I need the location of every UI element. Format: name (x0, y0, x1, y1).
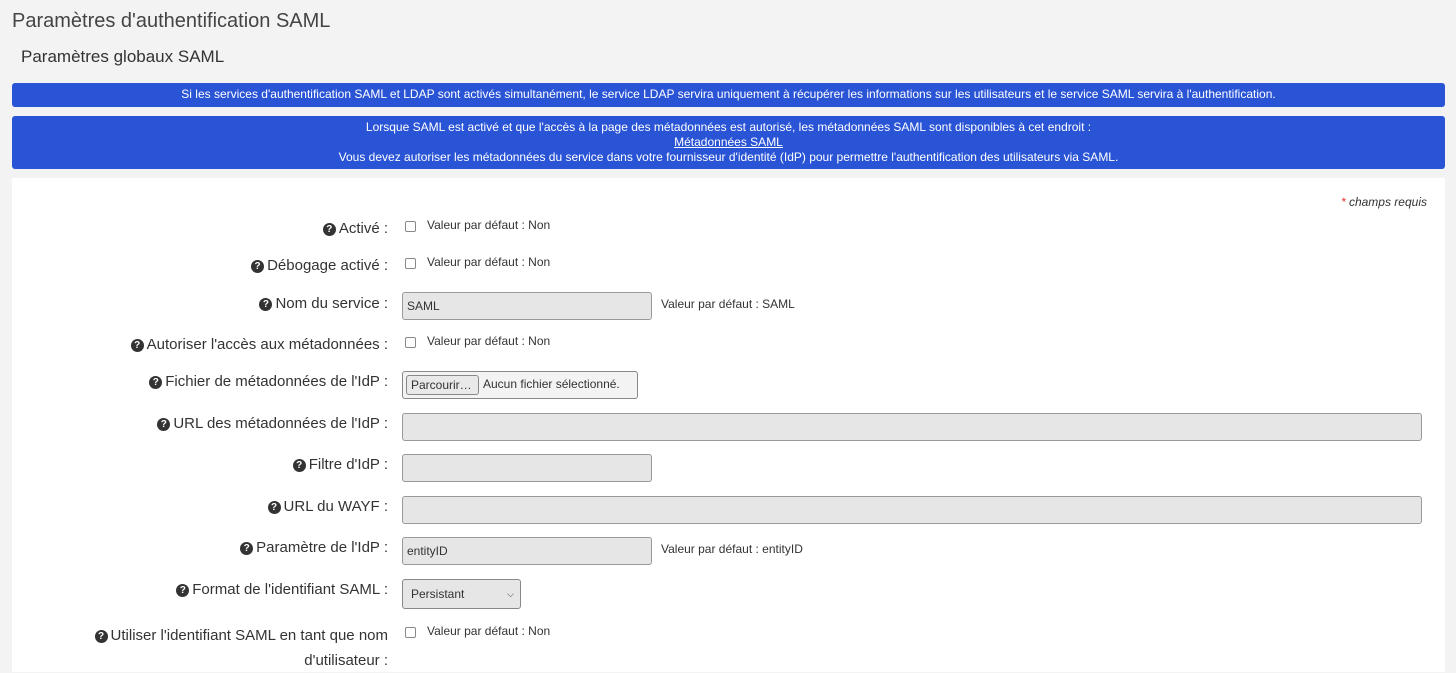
info-banner-ldap (12, 83, 1445, 107)
label-enabled-text: Activé : (338, 220, 388, 237)
label-idp-metadata-file-text: Fichier de métadonnées de l'IdP : (165, 373, 388, 390)
label-idp-filter-text: Filtre d'IdP : (308, 456, 388, 473)
label-idp-metadata-file (149, 373, 388, 390)
idp-param-default: Valeur par défaut : entityID (661, 542, 803, 556)
page-title: Paramètres d'authentification SAML (12, 10, 331, 32)
help-icon[interactable]: ? (176, 584, 189, 597)
enabled-default: Valeur par défaut : Non (427, 218, 551, 232)
label-idp-metadata-url-text: URL des métadonnées de l'IdP : (173, 415, 388, 432)
label-nameid-format-text: Format de l'identifiant SAML : (192, 581, 388, 598)
enabled-checkbox[interactable] (405, 221, 416, 232)
use-nameid-default: Valeur par défaut : Non (427, 624, 551, 638)
info-banner-metadata-line1: Lorsque SAML est activé et que l'accès à la page des métadonnées est autorisé, les métadonnées SAML sont disponibles à cet endroit : (365, 120, 1092, 134)
help-icon[interactable]: ? (268, 501, 281, 514)
label-use-nameid-text: Utiliser l'identifiant SAML en tant que nom d'utilisateur : (110, 627, 388, 669)
help-icon[interactable]: ? (131, 339, 144, 352)
idp-param-input[interactable]: entityID (402, 537, 652, 565)
service-name-default: Valeur par défaut : SAML (661, 297, 795, 311)
label-debug-text: Débogage activé : (267, 257, 388, 274)
label-idp-metadata-url (157, 415, 388, 432)
label-enabled (323, 220, 388, 237)
debug-checkbox[interactable] (405, 258, 416, 269)
metadata-access-checkbox[interactable] (405, 337, 416, 348)
debug-default: Valeur par défaut : Non (427, 255, 551, 269)
label-service-name (259, 295, 388, 312)
help-icon[interactable]: ? (259, 298, 272, 311)
help-icon[interactable]: ? (293, 459, 306, 472)
saml-metadata-link[interactable]: Métadonnées SAML (674, 135, 783, 149)
service-name-input[interactable]: SAML (402, 292, 652, 320)
label-metadata-access-text: Autoriser l'accès aux métadonnées : (146, 336, 388, 353)
label-idp-param (240, 539, 388, 556)
label-idp-param-text: Paramètre de l'IdP : (256, 539, 388, 556)
use-nameid-checkbox[interactable] (405, 627, 416, 638)
help-icon[interactable]: ? (323, 223, 336, 236)
wayf-url-input[interactable] (402, 496, 1422, 524)
help-icon[interactable]: ? (149, 376, 162, 389)
browse-button[interactable]: Parcourir… (406, 375, 479, 395)
required-star: * (1340, 195, 1346, 209)
nameid-format-select[interactable] (402, 579, 521, 609)
metadata-access-default: Valeur par défaut : Non (427, 334, 551, 348)
label-debug (251, 257, 388, 274)
file-status: Aucun fichier sélectionné. (483, 377, 620, 391)
info-banner-metadata-line2: Vous devez autoriser les métadonnées du service dans votre fournisseur d'identité (IdP) pour permettre l'authentification des utilisateurs via SAML. (338, 150, 1119, 164)
section-title: Paramètres globaux SAML (21, 47, 225, 66)
label-idp-filter (293, 456, 388, 473)
info-banner-ldap-text: Si les services d'authentification SAML et LDAP sont activés simultanément, le service LDAP servira uniquement à récupérer les informations sur les utilisateurs et le service SAML servira à l'authentification. (181, 87, 1276, 101)
idp-filter-input[interactable] (402, 454, 652, 482)
help-icon[interactable]: ? (157, 418, 170, 431)
help-icon[interactable]: ? (251, 260, 264, 273)
required-note-text: champs requis (1348, 195, 1427, 209)
help-icon[interactable]: ? (240, 542, 253, 555)
nameid-format-selected: Persistant (411, 587, 465, 601)
label-service-name-text: Nom du service : (275, 295, 388, 312)
idp-metadata-file-input[interactable] (402, 371, 638, 399)
chevron-down-icon: ⌵ (507, 589, 514, 599)
label-use-nameid (68, 623, 388, 673)
info-banner-metadata (12, 116, 1445, 169)
label-nameid-format (176, 581, 388, 598)
settings-form (12, 178, 1445, 672)
required-fields-note (1341, 195, 1427, 209)
label-wayf-url-text: URL du WAYF : (283, 498, 388, 515)
help-icon[interactable]: ? (95, 630, 108, 643)
label-wayf-url (268, 498, 388, 515)
label-metadata-access (131, 336, 388, 353)
idp-metadata-url-input[interactable] (402, 413, 1422, 441)
